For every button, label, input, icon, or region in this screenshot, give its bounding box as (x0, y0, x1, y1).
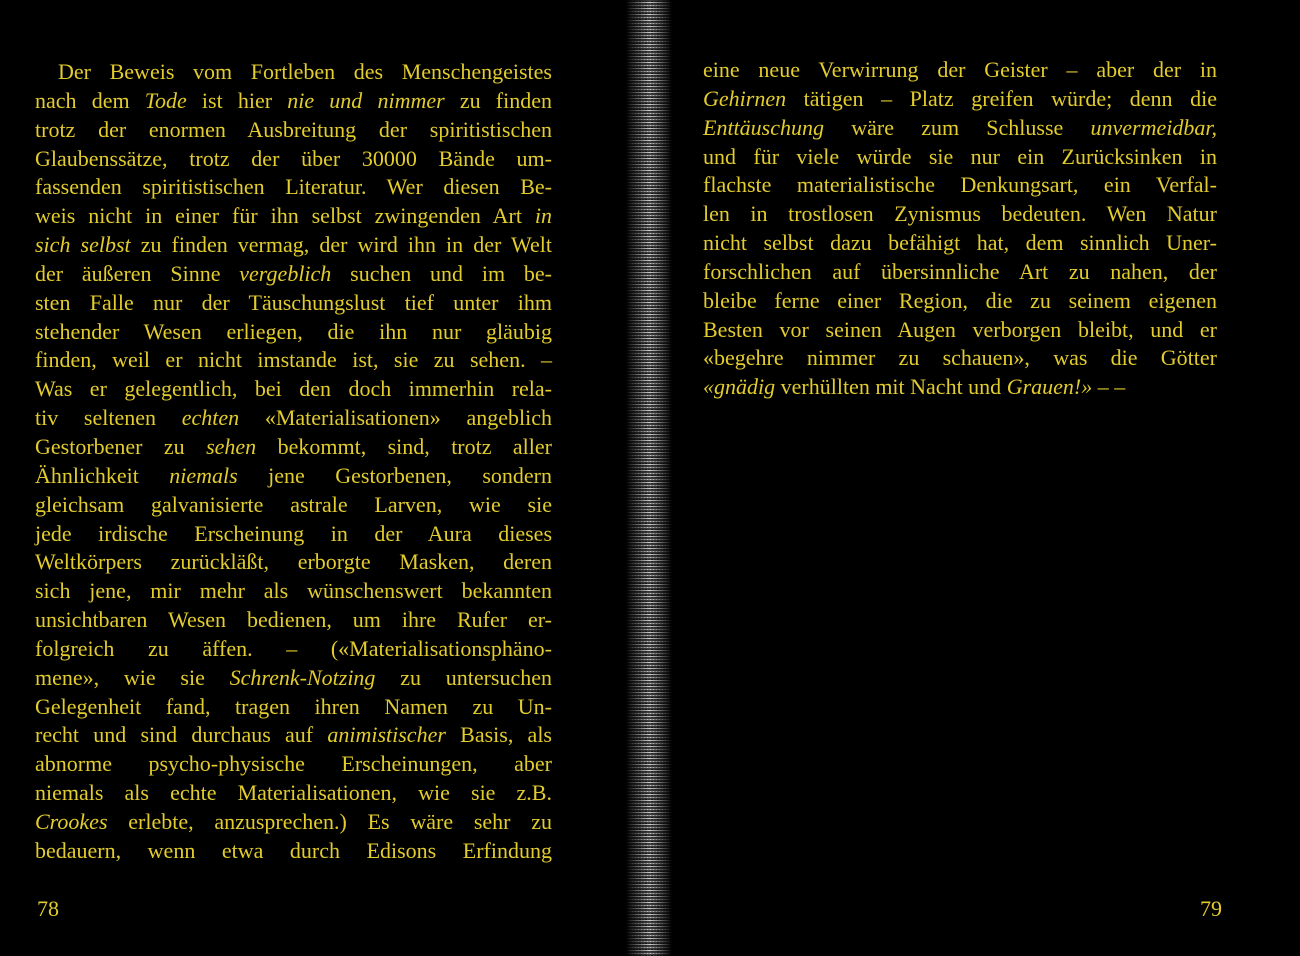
text-line (35, 664, 552, 693)
italic-text-run: unvermeidbar, (1090, 114, 1217, 140)
text-line (35, 58, 552, 87)
text-run: und für viele würde sie nur ein Zurücksinken in (703, 143, 1217, 169)
text-run: Ähnlichkeit (35, 462, 170, 488)
text-line (35, 779, 552, 808)
text-line (703, 143, 1217, 172)
text-line (35, 404, 552, 433)
text-run: tätigen – Platz greifen würde; denn die (786, 85, 1217, 111)
italic-text-run: sehen (206, 433, 257, 459)
text-run: verhüllten mit Nacht und (775, 374, 1007, 400)
italic-text-run: Grauen!» (1006, 374, 1093, 400)
text-run: – – (1092, 374, 1126, 400)
italic-text-run: echten (181, 405, 240, 431)
text-run: «Materialisationen» angeblich (239, 405, 552, 431)
text-run: bekommt, sind, trotz aller (256, 433, 552, 459)
text-run: jene Gestorbenen, sondern (237, 462, 552, 488)
text-run: nicht selbst dazu befähigt hat, dem sinnlich Uner- (703, 230, 1217, 256)
text-run: zu finden vermag, der wird ihn in der Welt (130, 232, 552, 258)
text-run: Gelegenheit fand, tragen ihren Namen zu Un- (35, 693, 552, 719)
text-line (35, 462, 552, 491)
text-line (35, 173, 552, 202)
text-line (703, 316, 1217, 345)
text-run: len in trostlosen Zynismus bedeuten. Wen Natur (703, 201, 1217, 227)
text-run: Weltkörpers zurückläßt, erborgte Masken, deren (35, 549, 552, 575)
text-line (35, 491, 552, 520)
text-run: Basis, als (445, 722, 552, 748)
text-run: wäre zum Schlusse (824, 114, 1091, 140)
text-run: niemals als echte Materialisationen, wie sie z.B. (35, 780, 552, 806)
text-line (35, 116, 552, 145)
italic-text-run: Enttäuschung (703, 114, 824, 140)
text-line (703, 114, 1217, 143)
text-run: bleibe ferne einer Region, die zu seinem eigenen (703, 287, 1217, 313)
left-page-text (35, 58, 552, 866)
text-line (703, 287, 1217, 316)
left-page (0, 0, 630, 956)
text-line (703, 229, 1217, 258)
text-run: forschlichen auf übersinnliche Art zu nahen, der (703, 258, 1217, 284)
text-line (35, 289, 552, 318)
text-run: Besten vor seinen Augen verborgen bleibt, und er (703, 316, 1217, 342)
text-run: abnorme psycho-physische Erscheinungen, aber (35, 751, 552, 777)
text-run: Gestorbener zu (35, 433, 207, 459)
italic-text-run: Gehirnen (703, 85, 787, 111)
text-line (35, 577, 552, 606)
page-number-left: 78 (37, 896, 59, 921)
text-line (35, 231, 552, 260)
text-run: gleichsam galvanisierte astrale Larven, wie sie (35, 491, 552, 517)
text-run: bedauern, wenn etwa durch Edisons Erfindung (35, 837, 552, 863)
text-line (35, 520, 552, 549)
text-run: zu finden (444, 87, 552, 113)
italic-text-run: Schrenk-Notzing (229, 664, 376, 690)
text-line (35, 375, 552, 404)
text-line (703, 258, 1217, 287)
text-run: Glaubenssätze, trotz der über 30000 Bände um- (35, 145, 552, 171)
text-run: folgreich zu äffen. – («Materialisationsphäno- (35, 635, 552, 661)
italic-text-run: in (534, 203, 552, 229)
text-line (35, 433, 552, 462)
italic-text-run: «gnädig (703, 374, 776, 400)
text-line (703, 373, 1217, 402)
text-line (703, 85, 1217, 114)
text-run: weis nicht in einer für ihn selbst zwingenden Art (35, 203, 535, 229)
text-run: flachste materialistische Denkungsart, ein Verfal- (703, 172, 1217, 198)
text-line (703, 344, 1217, 373)
text-run: sich jene, mir mehr als wünschenswert bekannten (35, 578, 552, 604)
text-run: tiv seltenen (35, 405, 182, 431)
page-number-right: 79 (1200, 896, 1222, 921)
text-line (35, 837, 552, 866)
text-run: ist hier (186, 87, 288, 113)
text-run: mene», wie sie (35, 664, 230, 690)
text-run: sten Falle nur der Täuschungslust tief unter ihm (35, 289, 552, 315)
text-run: stehender Wesen erliegen, die ihn nur gläubig (35, 318, 552, 344)
text-line (35, 606, 552, 635)
italic-text-run: Crookes (35, 808, 108, 834)
text-line (35, 346, 552, 375)
text-run: finden, weil er nicht imstande ist, sie zu sehen. – (35, 347, 552, 373)
right-page (670, 0, 1300, 956)
text-line (35, 750, 552, 779)
text-line (35, 318, 552, 347)
text-run: trotz der enormen Ausbreitung der spiritistischen (35, 116, 552, 142)
text-line (35, 87, 552, 116)
text-line (703, 56, 1217, 85)
italic-text-run: niemals (169, 462, 238, 488)
text-run: eine neue Verwirrung der Geister – aber der in (703, 57, 1217, 82)
text-line (35, 548, 552, 577)
right-page-text (703, 56, 1217, 402)
text-run: suchen und im be- (331, 260, 552, 286)
text-line (35, 721, 552, 750)
text-run: unsichtbaren Wesen bedienen, um ihre Rufer er- (35, 607, 552, 633)
text-run: Was er gelegentlich, bei den doch immerhin rela- (35, 376, 552, 402)
text-line (35, 202, 552, 231)
italic-text-run: sich selbst (35, 232, 131, 258)
text-run: jede irdische Erscheinung in der Aura dieses (35, 520, 552, 546)
italic-text-run: nie und nimmer (287, 87, 445, 113)
text-line (703, 171, 1217, 200)
text-run: nach dem (35, 87, 145, 113)
italic-text-run: Tode (144, 87, 187, 113)
text-run: zu untersuchen (375, 664, 552, 690)
text-run: «begehre nimmer zu schauen», was die Götter (703, 345, 1217, 371)
text-line (35, 693, 552, 722)
italic-text-run: vergeblich (239, 260, 332, 286)
text-line (35, 635, 552, 664)
book-gutter (626, 0, 672, 956)
text-line (35, 145, 552, 174)
text-line (35, 260, 552, 289)
italic-text-run: animistischer (327, 722, 446, 748)
text-run: recht und sind durchaus auf (35, 722, 328, 748)
text-run: fassenden spiritistischen Literatur. Wer diesen Be- (35, 174, 552, 200)
text-line (703, 200, 1217, 229)
text-run: erlebte, anzusprechen.) Es wäre sehr zu (107, 808, 552, 834)
text-line (35, 808, 552, 837)
text-run: der äußeren Sinne (35, 260, 240, 286)
text-run: Der Beweis vom Fortleben des Menschengeistes (58, 59, 552, 84)
